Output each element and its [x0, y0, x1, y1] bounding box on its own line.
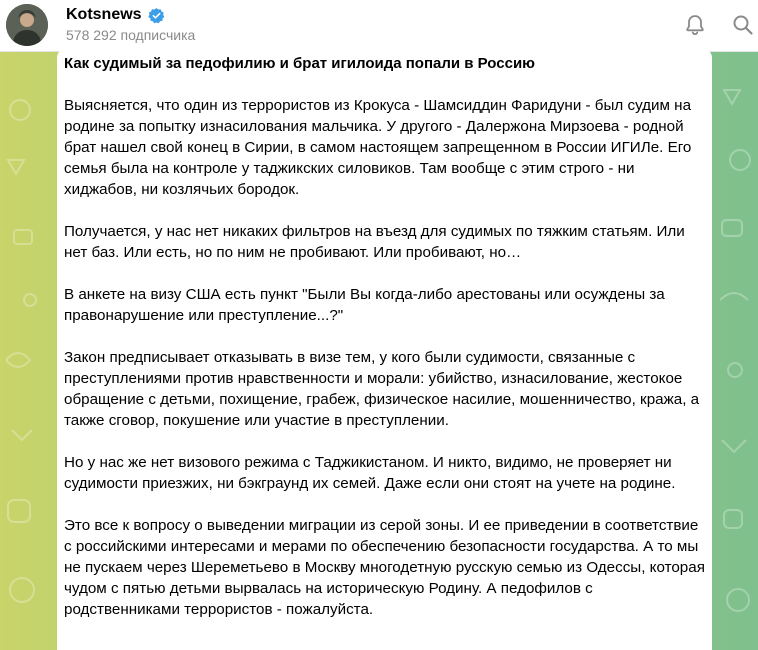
search-icon[interactable]	[731, 13, 755, 37]
channel-avatar[interactable]	[6, 4, 48, 46]
post-title: Как судимый за педофилию и брат игилоида попали в Россию	[64, 55, 535, 72]
channel-title[interactable]	[66, 6, 165, 24]
post-paragraph: Выясняется, что один из террористов из Крокуса - Шамсиддин Фаридуни - был судим на родине за попытку изнасилования мальчика. У другого - Далержона Мирзоева - родной брат нашел свой конец в Сирии, в самом настоящем запрещенном в России ИГИЛе. Его семья была на контроле у таджикских силовиков. Там вообще с этим строго - ни хиджабов, ни козлячьих бородок.	[64, 97, 692, 198]
channel-name-text: Kotsnews	[66, 6, 142, 23]
post-paragraph: Но у нас же нет визового режима с Таджикистаном. И никто, видимо, не проверяет ни судимости приезжих, ни бэкграунд их семей. Даже если они стоят на учете на родине.	[64, 454, 676, 492]
post-paragraph: Получается, у нас нет никаких фильтров на въезд для судимых по тяжким статьям. Или нет баз. Или есть, но по ним не пробивают. Или пробивают, но…	[64, 223, 685, 261]
message-bubble	[57, 48, 712, 650]
post-paragraph: Это все к вопросу о выведении миграции из серой зоны. И ее приведении в соответствие с российскими интересами и мерами по обеспечению безопасности государства. А то мы не пускаем через Шереметьево в Москву многодетную русскую семью из Одессы, которая чудом с пятью детьми вырвалась на историческую Родину. А педофилов с родственниками террористов - пожалуйста.	[64, 517, 705, 618]
verified-badge-icon	[148, 7, 165, 24]
avatar-photo-icon	[6, 4, 48, 46]
channel-header	[0, 0, 758, 52]
subscriber-count: 578 292 подписчика	[66, 27, 196, 43]
bell-icon[interactable]	[683, 13, 707, 37]
post-paragraph: В анкете на визу США есть пункт "Были Вы когда-либо арестованы или осуждены за правонарушение или преступление...?"	[64, 286, 665, 324]
post-paragraph: Закон предписывает отказывать в визе тем, у кого были судимости, связанные с преступлениями против нравственности и морали: убийство, изнасилование, жестокое обращение с детьми, похищение, грабеж, физическое насилие, мошенничество, кража, а также сговор, покушение или участие в преступлении.	[64, 349, 700, 429]
